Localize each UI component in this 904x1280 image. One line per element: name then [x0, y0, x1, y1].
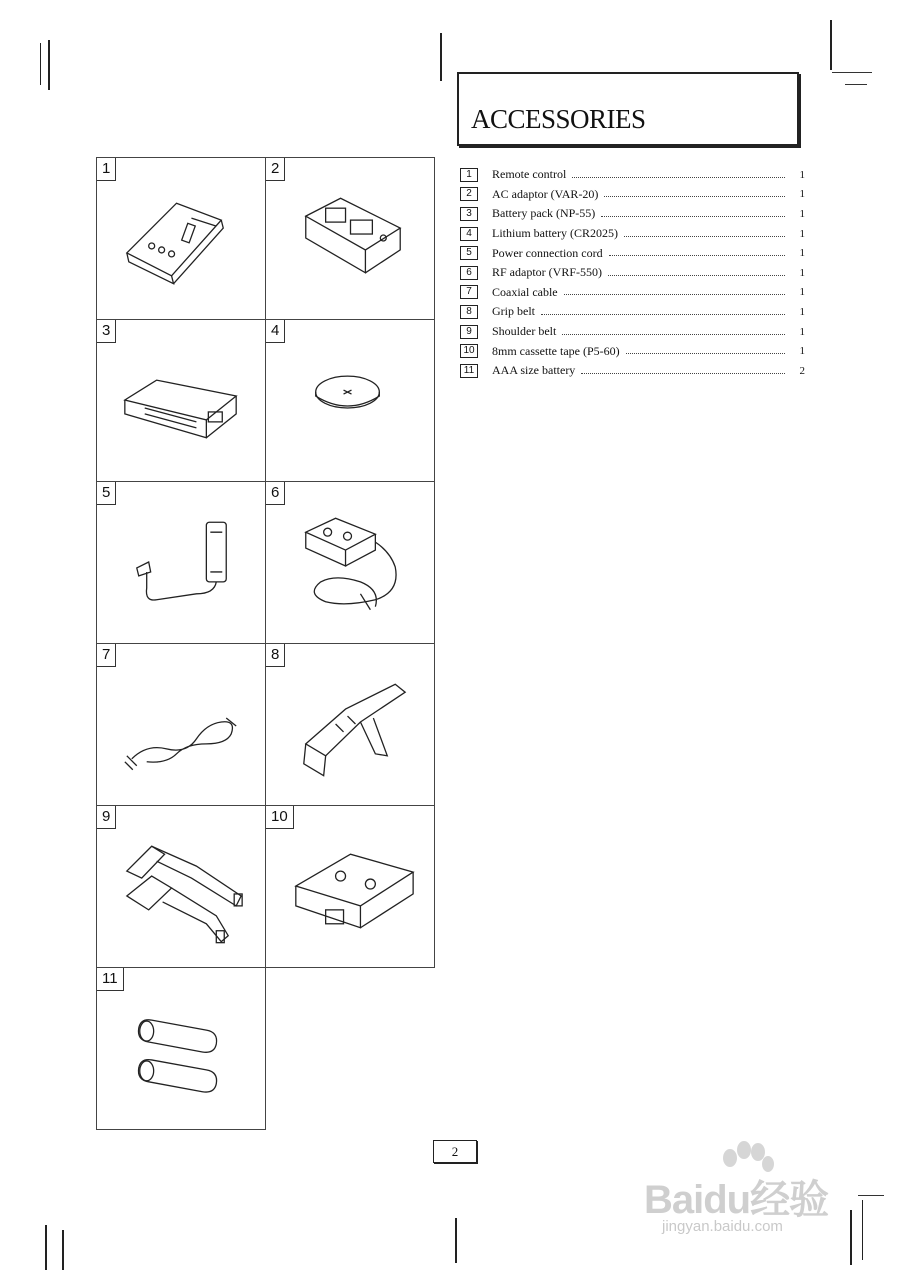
figure-cell: [265, 157, 435, 320]
crop-mark: [440, 33, 442, 81]
item-name: Remote control: [492, 167, 567, 182]
figure-number: 9: [97, 806, 116, 829]
leader-dots: [608, 274, 785, 276]
figure-number: 3: [97, 320, 116, 343]
list-item: [460, 165, 805, 185]
crop-mark: [48, 40, 50, 90]
item-name: AC adaptor (VAR-20): [492, 186, 599, 201]
figure-number: 11: [97, 968, 124, 991]
leader-dots: [601, 215, 785, 217]
item-name: Battery pack (NP-55): [492, 206, 596, 221]
figure-cell: [96, 319, 266, 482]
figure-number: 2: [266, 158, 285, 181]
shoulder-belt-icon: [97, 806, 266, 968]
crop-mark: [40, 43, 41, 85]
item-quantity: 1: [799, 325, 805, 338]
grip-belt-icon: [266, 644, 435, 806]
leader-dots: [572, 176, 785, 178]
item-quantity: 2: [799, 364, 805, 377]
list-item: [460, 341, 805, 361]
figure-number: 5: [97, 482, 116, 505]
rf-adaptor-icon: [266, 482, 435, 644]
crop-mark: [45, 1225, 47, 1270]
item-name: 8mm cassette tape (P5-60): [492, 343, 620, 358]
leader-dots: [541, 313, 785, 315]
item-quantity: 1: [799, 247, 805, 260]
leader-dots: [626, 352, 785, 354]
page-title: ACCESSORIES: [471, 104, 646, 134]
list-item: [460, 204, 805, 224]
leader-dots: [581, 372, 785, 374]
figure-cell: [265, 319, 435, 482]
leader-dots: [604, 195, 785, 197]
item-name: Lithium battery (CR2025): [492, 226, 618, 241]
list-item: [460, 283, 805, 303]
item-number: 11: [460, 364, 478, 378]
item-number: 5: [460, 246, 478, 260]
crop-mark: [830, 20, 832, 70]
watermark-brand: Baidu经验: [644, 1178, 829, 1222]
accessories-list: [460, 165, 805, 381]
item-number: 1: [460, 168, 478, 182]
lithium-battery-icon: [266, 320, 435, 482]
item-quantity: 1: [799, 286, 805, 299]
crop-mark: [455, 1218, 457, 1263]
item-name: RF adaptor (VRF-550): [492, 265, 602, 280]
cassette-tape-icon: [266, 806, 435, 968]
figure-number: 7: [97, 644, 116, 667]
item-number: 3: [460, 207, 478, 221]
item-name: Shoulder belt: [492, 324, 557, 339]
leader-dots: [564, 293, 785, 295]
list-item: [460, 322, 805, 342]
figure-cell: [265, 481, 435, 644]
item-number: 10: [460, 344, 478, 358]
watermark: [644, 1140, 884, 1245]
item-name: AAA size battery: [492, 363, 576, 378]
item-number: 2: [460, 187, 478, 201]
figure-cell: [96, 967, 266, 1130]
page-number: 2: [433, 1140, 477, 1163]
item-quantity: 1: [799, 188, 805, 201]
item-quantity: 1: [799, 227, 805, 240]
ac-adaptor-icon: [266, 158, 435, 320]
list-item: [460, 185, 805, 205]
figure-number: 6: [266, 482, 285, 505]
list-item: [460, 263, 805, 283]
item-number: 6: [460, 266, 478, 280]
figure-grid: [96, 157, 434, 1123]
list-item: [460, 224, 805, 244]
crop-mark: [845, 84, 867, 85]
figure-number: 4: [266, 320, 285, 343]
figure-number: 8: [266, 644, 285, 667]
coaxial-cable-icon: [97, 644, 266, 806]
list-item: [460, 361, 805, 381]
item-quantity: 1: [799, 207, 805, 220]
item-name: Power connection cord: [492, 245, 603, 260]
item-number: 9: [460, 325, 478, 339]
item-name: Coaxial cable: [492, 284, 558, 299]
item-name: Grip belt: [492, 304, 535, 319]
item-quantity: 1: [799, 168, 805, 181]
crop-mark: [62, 1230, 64, 1270]
item-quantity: 1: [799, 345, 805, 358]
battery-pack-icon: [97, 320, 266, 482]
title-box: [457, 72, 799, 146]
figure-cell: [96, 805, 266, 968]
leader-dots: [624, 235, 785, 237]
aaa-battery-icon: [97, 968, 266, 1130]
item-quantity: 1: [799, 266, 805, 279]
figure-cell: [96, 481, 266, 644]
item-number: 7: [460, 285, 478, 299]
figure-number: 1: [97, 158, 116, 181]
power-cord-icon: [97, 482, 266, 644]
list-item: [460, 302, 805, 322]
remote-control-icon: [97, 158, 266, 320]
leader-dots: [609, 254, 785, 256]
figure-cell: [265, 805, 435, 968]
figure-cell: [96, 643, 266, 806]
figure-number: 10: [266, 806, 294, 829]
item-number: 4: [460, 227, 478, 241]
figure-cell: [96, 157, 266, 320]
figure-cell: [265, 643, 435, 806]
list-item: [460, 243, 805, 263]
leader-dots: [562, 333, 785, 335]
item-quantity: 1: [799, 305, 805, 318]
crop-mark: [832, 72, 872, 73]
item-number: 8: [460, 305, 478, 319]
watermark-url: jingyan.baidu.com: [662, 1218, 783, 1235]
